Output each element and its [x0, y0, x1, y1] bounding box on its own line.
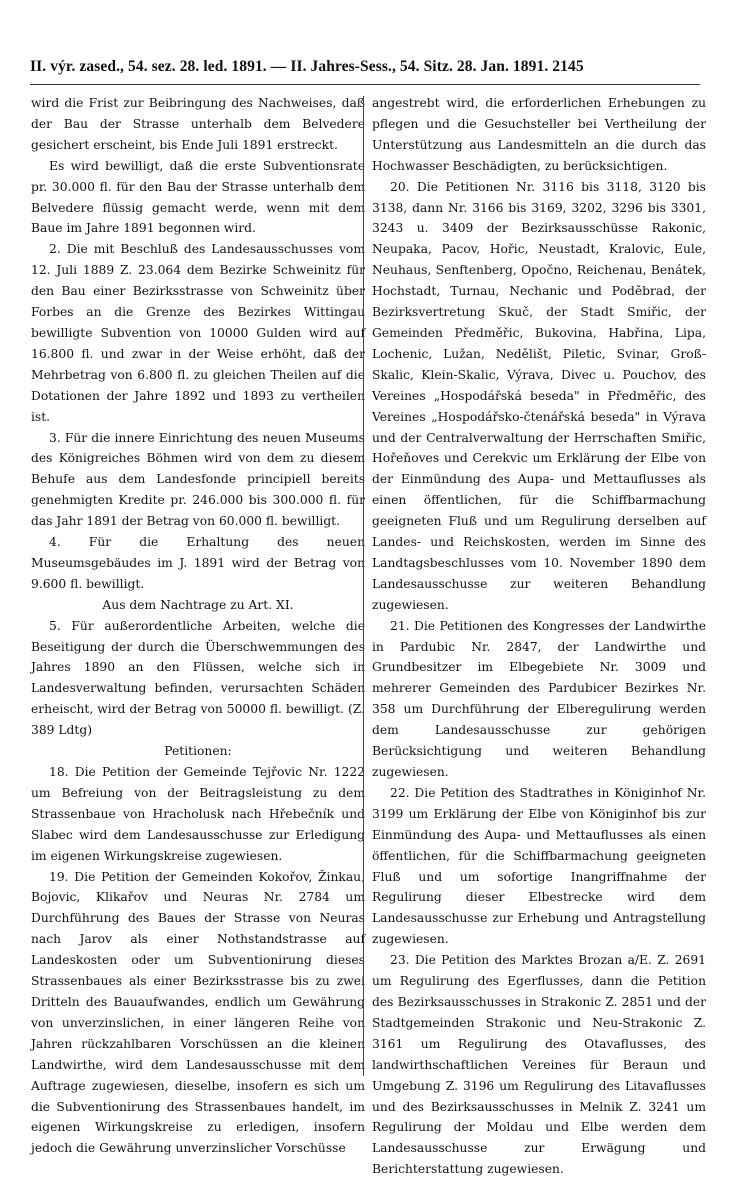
paragraph: wird die Frist zur Beibringung des Nachweises, daß der Bau der Strasse unterhalb dem Belvedere gesichert erscheint, bis Ende Juli 1891 erstreckt. [31, 96, 365, 152]
paragraph: 19. Die Petition der Gemeinden Kokořov, Žinkau, Bojovic, Klikařov und Neuras Nr. 2784 um Durchführung des Baues der Strasse von Neuras nach Jarov als einer Nothstandstrasse auf Landeskosten oder um Subventionirung dieses Strassenbaues als einer Bezirksstrasse bis zu zwei Dritteln des Bauaufwandes, endlich um Gewährung von unverzinslichen, in einer längeren Reihe von Jahren rückzahlbaren Vorschüssen an die kleinen Landwirthe, wird dem Landesausschusse mit dem Auftrage zugewiesen, dieselbe, insofern es sich um die Subventionirung des Strassenbaues handelt, im eigenen Wirkungskreise zu erledigen, insofern jedoch die Gewährung unverzinslicher Vorschüsse [31, 869, 365, 1156]
paragraph: 5. Für außerordentliche Arbeiten, welche die Beseitigung der durch die Überschwemmungen des Jahres 1890 an den Flüssen, welche sich in Landesverwaltung befinden, verursachten Schäden erheischt, wird der Betrag von 50000 fl. bewilligt. (Z. 389 Ldtg) [31, 618, 365, 738]
paragraph: 22. Die Petition des Stadtrathes in Königinhof Nr. 3199 um Erklärung der Elbe von Königinhof bis zur Einmündung des Aupa- und Mettauflusses als einen öffentlichen, für die Schiffbarmachung geeigneten Fluß und um sofortige Inangriffnahme der Regulirung dieser Elbestrecke wird dem Landesausschusse zur Erhebung und Antragstellung zugewiesen. [372, 785, 706, 947]
paragraph: 21. Die Petitionen des Kongresses der Landwirthe in Pardubic Nr. 2847, der Landwirthe und Grundbesitzer im Elbegebiete Nr. 3009 und mehrerer Gemeinden des Pardubicer Bezirkes Nr. 358 um Durchführung der Elberegulirung werden dem Landesausschusse zur gehörigen Berücksichtigung und weiteren Behandlung zugewiesen. [372, 618, 706, 779]
running-header: II. výr. zased., 54. sez. 28. led. 1891. — II. Jahres-Sess., 54. Sitz. 28. Jan. 1891. 2145 [30, 58, 584, 75]
paragraph: 4. Für die Erhaltung des neuen Museumsgebäudes im J. 1891 wird der Betrag von 9.600 fl. bewilligt. [31, 535, 365, 591]
paragraph: 18. Die Petition der Gemeinde Tejřovic Nr. 1222 um Befreiung von der Beitragsleistung zu dem Strassenbaue von Hracholusk nach Hřebečník und Slabec wird dem Landesausschusse zur Erledigung im eigenen Wirkungskreise zugewiesen. [31, 765, 365, 863]
column-divider [363, 96, 364, 1076]
section-heading: Aus dem Nachtrage zu Art. XI. [102, 597, 294, 612]
paragraph: 2. Die mit Beschluß des Landesausschusses vom 12. Juli 1889 Z. 23.064 dem Bezirke Schweinitz für den Bau einer Bezirksstrasse von Schweinitz über Forbes an die Grenze des Bezirkes Wittingau bewilligte Subvention von 10000 Gulden wird auf 16.800 fl. und zwar in der Weise erhöht, daß der Mehrbetrag von 6.800 fl. zu gleichen Theilen auf die Dotationen der Jahre 1892 und 1893 zu vertheilen ist. [31, 242, 365, 424]
paragraph: 23. Die Petition des Marktes Brozan a/E. Z. 2691 um Regulirung des Egerflusses, dann die Petition des Bezirksausschusses in Strakonic Z. 2851 und der Stadtgemeinden Strakonic und Neu-Strakonic Z. 3161 um Regulirung des Otavaflusses, des landwirthschaftlichen Vereines für Beraun und Umgebung Z. 3196 um Regulirung des Litavaflusses und des Bezirksausschusses in Melnik Z. 3241 um Regulirung der Moldau und Elbe werden dem Landesausschusse zur Erwägung und Berichterstattung zugewiesen. [372, 953, 706, 1177]
paragraph: 20. Die Petitionen Nr. 3116 bis 3118, 3120 bis 3138, dann Nr. 3166 bis 3169, 3202, 3296 bis 3301, 3243 u. 3409 der Bezirksausschüsse Rakonic, Neupaka, Pacov, Hořic, Neustadt, Kralovic, Eule, Neuhaus, Senftenberg, Opočno, Reichenau, Benátek, Hochstadt, Turnau, Nechanic und Poděbrad, der Bezirksvertretung Skuč, der Stadt Smiřic, der Gemeinden Předměřic, Bukovina, Habřina, Lipa, Lochenic, Lužan, Nedělišt, Piletic, Svinar, Groß-Skalic, Klein-Skalic, Výrava, Divec u. Pouchov, des Vereines „Hospodářská beseda" in Předměřic, des Vereines „Hospodářsko-čtenářská beseda" in Výrava und der Centralverwaltung der Herrschaften Smiřic, Hořeňoves und Cerekvic um Erklärung der Elbe von der Einmündung des Aupa- und Mettauflusses als einen öffentlichen, für die Schiffbarmachung geeigneten Fluß und um Regulirung derselben auf Landes- und Reichskosten, werden im Sinne des Landtagsbeschlusses vom 10. November 1890 dem Landesausschusse zur weiteren Behandlung zugewiesen. [372, 179, 706, 612]
header-rule [30, 84, 700, 85]
right-column [372, 93, 706, 1180]
paragraph: 3. Für die innere Einrichtung des neuen Museums des Königreiches Böhmen wird von dem zu diesem Behufe aus dem Landesfonde principiell bereits genehmigten Kredite pr. 246.000 bis 300.000 fl. für das Jahr 1891 der Betrag von 60.000 fl. bewilligt. [31, 430, 365, 529]
left-column [31, 93, 365, 1159]
paragraph: angestrebt wird, die erforderlichen Erhebungen zu pflegen und die Gesuchsteller bei Vertheilung der Unterstützung aus Landesmitteln an die durch das Hochwasser Beschädigten, zu berücksichtigen. [372, 96, 706, 173]
section-heading: Petitionen: [164, 744, 232, 759]
paragraph: Es wird bewilligt, daß die erste Subventionsrate pr. 30.000 fl. für den Bau der Strasse unterhalb dem Belvedere flüssig gemacht werde, wenn mit dem Baue im Jahre 1891 begonnen wird. [31, 158, 365, 236]
